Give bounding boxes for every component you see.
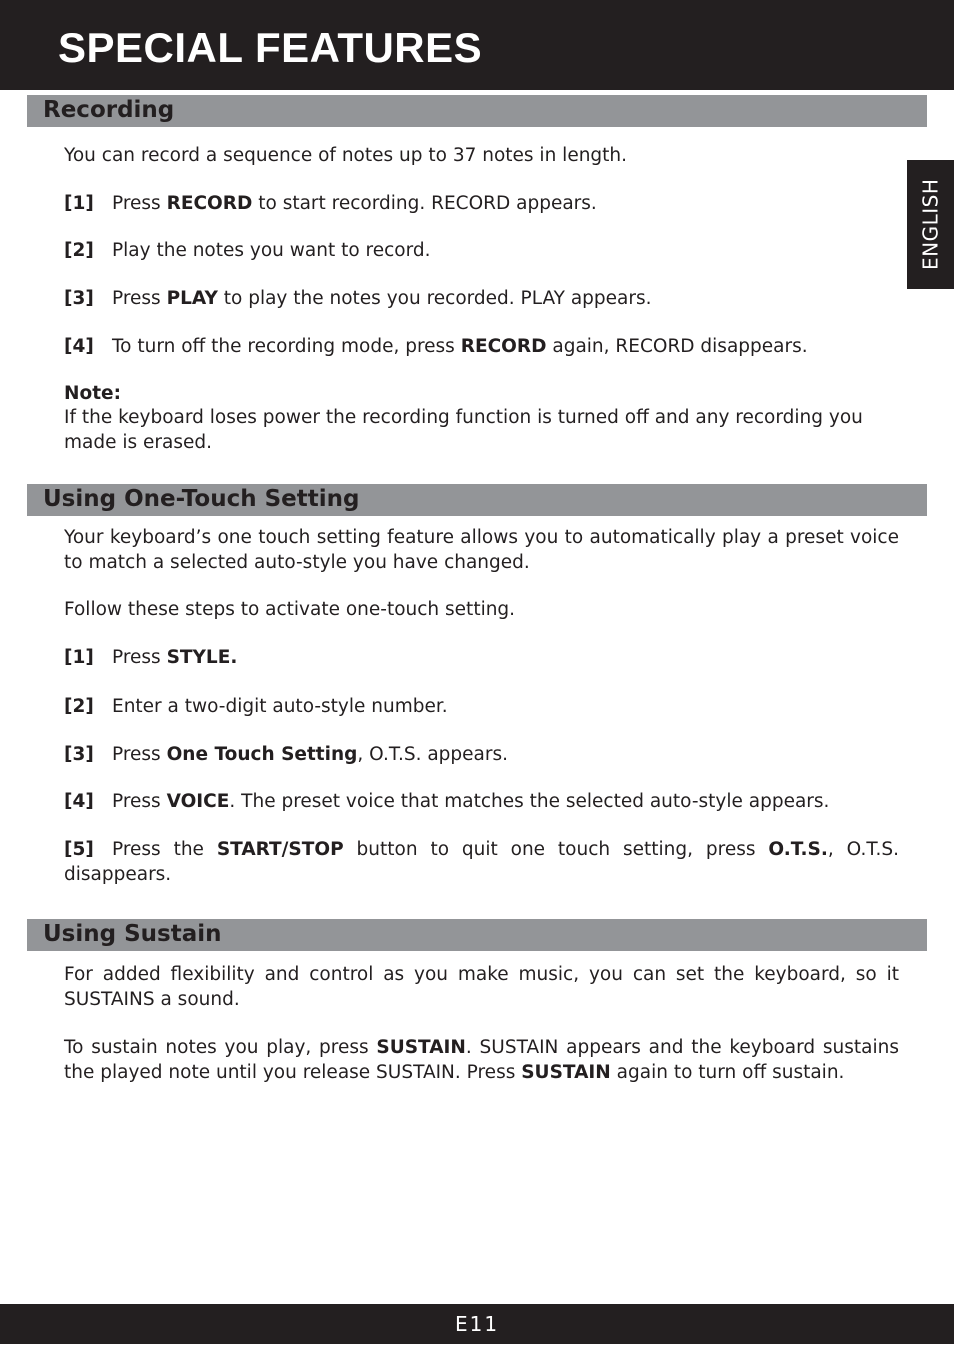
step-keyword: RECORD: [460, 336, 547, 357]
sustain-instructions: [64, 1035, 899, 1085]
step-text: To turn off the recording mode, press: [112, 336, 461, 357]
step-number: [3]: [64, 288, 94, 309]
page-title: SPECIAL FEATURES: [58, 24, 483, 71]
step-keyword: START/STOP: [216, 839, 344, 860]
step-text: , O.T.S. appears.: [357, 744, 509, 765]
one-touch-step-1: [64, 645, 899, 670]
step-number: [2]: [64, 696, 94, 717]
step-keyword: O.T.S.: [768, 839, 828, 860]
step-number: [1]: [64, 193, 94, 214]
header-bar: [0, 0, 954, 90]
sustain-keyword: SUSTAIN: [376, 1037, 466, 1058]
step-keyword: RECORD: [166, 193, 253, 214]
step-text: Play the notes you want to record.: [112, 240, 431, 261]
recording-step-1: [64, 191, 899, 216]
step-keyword: PLAY: [166, 288, 218, 309]
one-touch-step-2: [64, 694, 899, 719]
step-keyword: One Touch Setting: [166, 744, 358, 765]
step-text: Press: [112, 288, 167, 309]
step-keyword: VOICE: [166, 791, 230, 812]
step-text: Press: [112, 744, 167, 765]
footer-bar: [0, 1304, 954, 1344]
sustain-keyword: SUSTAIN: [521, 1062, 611, 1083]
step-keyword: STYLE.: [166, 647, 238, 668]
one-touch-step-3: [64, 742, 899, 767]
sustain-intro: For added flexibility and control as you make music, you can set the keyboard, so it SUSTAINS a sound.: [64, 964, 899, 1010]
recording-intro: You can record a sequence of notes up to 37 notes in length.: [64, 145, 628, 166]
step-text: again, RECORD disappears.: [546, 336, 808, 357]
step-number: [3]: [64, 744, 94, 765]
page-number: E11: [454, 1312, 500, 1336]
language-tab: [907, 160, 954, 289]
step-text: Press the: [112, 839, 217, 860]
one-touch-step-4: [64, 789, 899, 814]
step-text: . The preset voice that matches the selected auto-style appears.: [229, 791, 830, 812]
note-text: If the keyboard loses power the recording function is turned off and any recording you made is erased.: [64, 407, 863, 453]
step-text: Press: [112, 647, 167, 668]
step-number: [5]: [64, 839, 94, 860]
step-text: Press: [112, 193, 167, 214]
note-label: Note:: [64, 383, 121, 404]
sustain-text: To sustain notes you play, press: [64, 1037, 377, 1058]
section-header-one-touch: [27, 484, 927, 516]
step-text: , O.T.S. disappears.: [64, 839, 899, 885]
step-number: [4]: [64, 791, 94, 812]
recording-step-4: [64, 334, 899, 359]
step-text: Press: [112, 791, 167, 812]
section-header-sustain: [27, 919, 927, 951]
step-text: to start recording. RECORD appears.: [252, 193, 597, 214]
sustain-text: . SUSTAIN appears and the keyboard sustains the played note until you release SUSTAIN. Press: [64, 1037, 899, 1083]
recording-step-3: [64, 286, 899, 311]
step-number: [2]: [64, 240, 94, 261]
step-number: [4]: [64, 336, 94, 357]
section-title-one-touch: Using One-Touch Setting: [43, 486, 360, 512]
section-header-recording: [27, 95, 927, 127]
section-title-recording: Recording: [43, 97, 175, 123]
one-touch-follow: Follow these steps to activate one-touch setting.: [64, 599, 516, 620]
sustain-text: again to turn off sustain.: [610, 1062, 845, 1083]
step-text: button to quit one touch setting, press: [343, 839, 769, 860]
section-title-sustain: Using Sustain: [43, 921, 222, 947]
step-text: Enter a two-digit auto-style number.: [112, 696, 448, 717]
one-touch-intro: Your keyboard’s one touch setting feature allows you to automatically play a preset voice to match a selected auto-style you have changed.: [64, 527, 899, 573]
one-touch-step-5: [64, 837, 899, 887]
language-tab-label: ENGLISH: [918, 178, 943, 271]
recording-step-2: [64, 238, 899, 263]
step-number: [1]: [64, 647, 94, 668]
step-text: to play the notes you recorded. PLAY appears.: [217, 288, 652, 309]
